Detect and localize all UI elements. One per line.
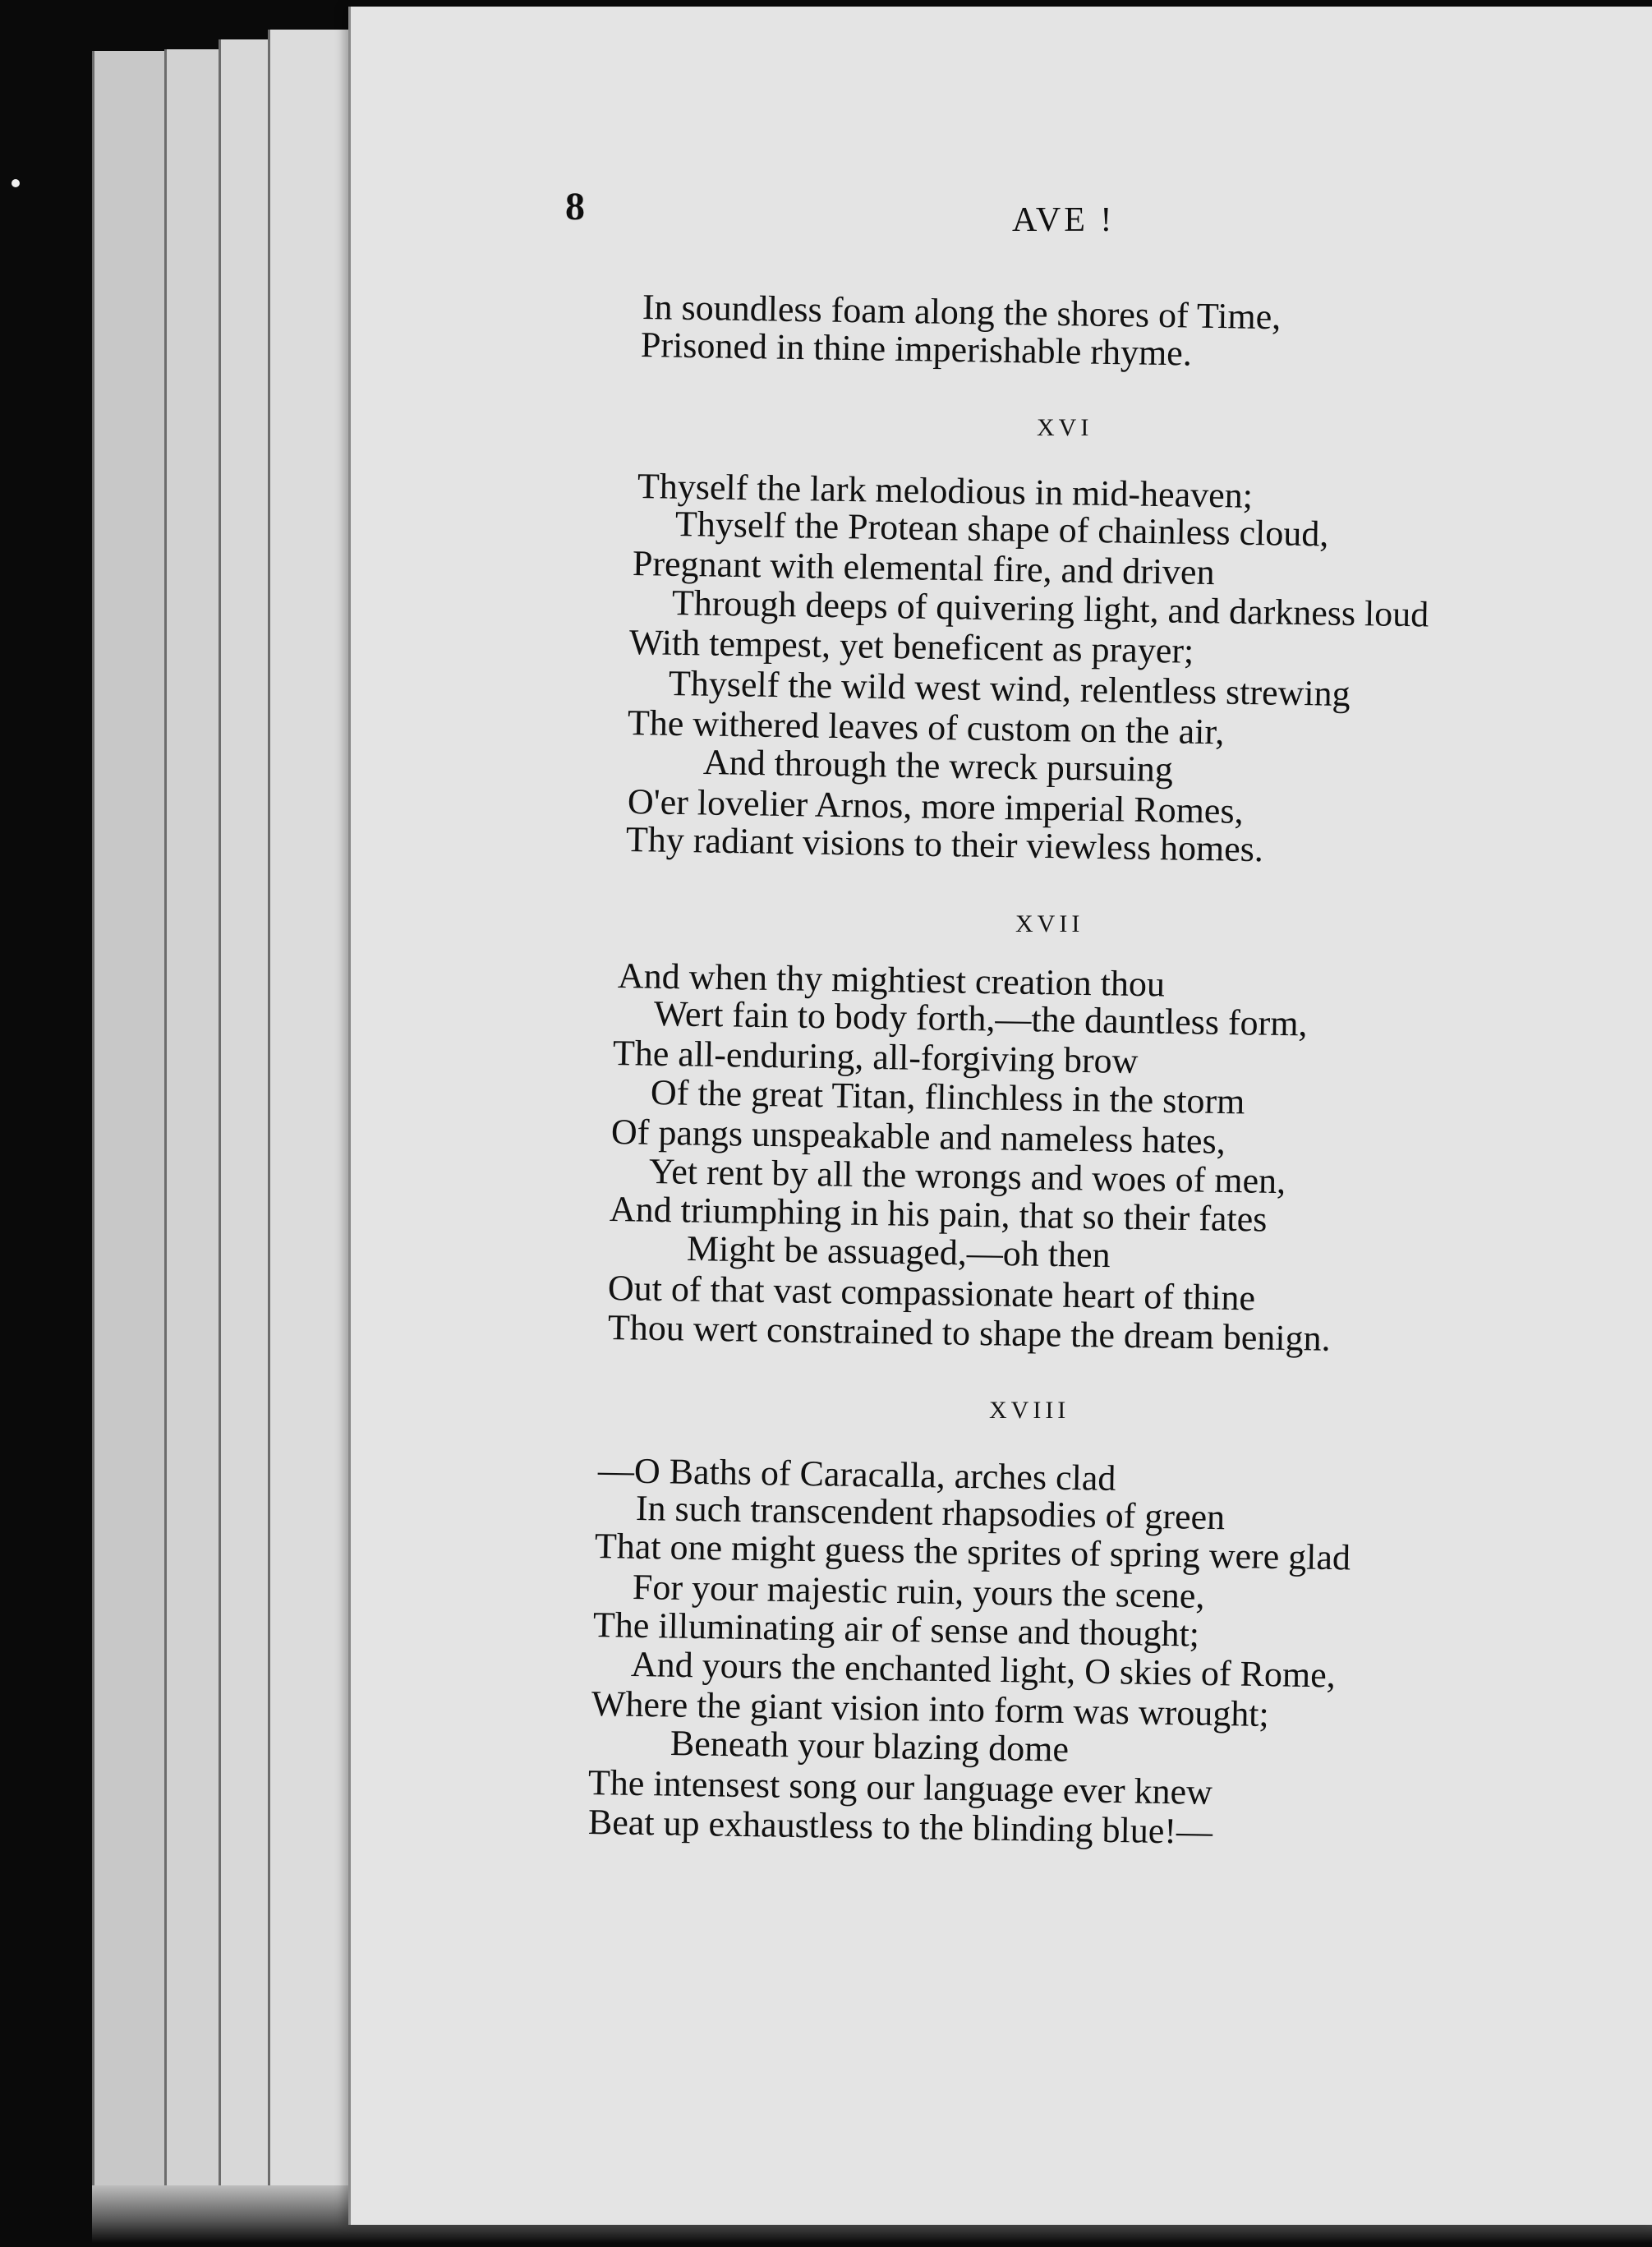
section-heading: XVII [1015, 910, 1084, 937]
poem-line: In soundless foam along the shores of Time, [642, 287, 1282, 338]
poem-line: O'er lovelier Arnos, more imperial Romes, [627, 781, 1244, 831]
poem-line: The intensest song our language ever knew [587, 1762, 1213, 1812]
poem-line: Of the great Titan, flinchless in the storm [650, 1072, 1245, 1122]
section-heading: XVIII [989, 1397, 1070, 1424]
poem-line: Of pangs unspeakable and nameless hates, [610, 1112, 1226, 1162]
poem-line: Through deeps of quivering light, and darkness loud [671, 582, 1429, 635]
poem-line: And through the wreck pursuing [702, 742, 1174, 790]
poem-line: Yet rent by all the wrongs and woes of men, [648, 1151, 1286, 1202]
running-head: AVE ! [1012, 201, 1116, 239]
poem-line: The withered leaves of custom on the air, [627, 702, 1225, 753]
poem-line: Wert fain to body forth,—the dauntless form, [653, 993, 1308, 1044]
section-heading: XVI [1037, 414, 1093, 441]
poem-line: Pregnant with elemental fire, and driven [632, 543, 1215, 593]
poem-line: In such transcendent rhapsodies of green [635, 1488, 1226, 1538]
poem-line: And when thy mightiest creation thou [617, 955, 1166, 1005]
poem-line: Thou wert constrained to shape the dream benign. [607, 1307, 1332, 1359]
poem-line: The illuminating air of sense and thought; [592, 1605, 1200, 1655]
poem-line: Beneath your blazing dome [670, 1723, 1070, 1770]
poem-line: Thyself the lark melodious in mid-heaven; [637, 466, 1254, 516]
poem-line: —O Baths of Caracalla, arches clad [597, 1450, 1116, 1499]
poem-line: Thyself the wild west wind, relentless strewing [668, 663, 1351, 715]
poem-line: For your majestic ruin, yours the scene, [632, 1567, 1205, 1616]
poem-line: Out of that vast compassionate heart of thine [607, 1268, 1256, 1319]
poem-line: With tempest, yet beneficent as prayer; [628, 622, 1194, 671]
poem-line: Where the giant vision into form was wrought; [591, 1683, 1270, 1734]
poem-line: Beat up exhaustless to the blinding blue!— [587, 1802, 1213, 1852]
poem-line: Might be assuaged,—oh then [686, 1228, 1111, 1276]
page-number: 8 [565, 185, 585, 228]
poem-line: Prisoned in thine imperishable rhyme. [640, 325, 1193, 374]
scan-speck [12, 179, 20, 187]
poem-line: Thy radiant visions to their viewless homes. [625, 819, 1264, 870]
poem-line: And triumphing in his pain, that so their fates [609, 1189, 1268, 1240]
poem-line: Thyself the Protean shape of chainless cloud, [674, 504, 1329, 555]
poem-line: That one might guess the sprites of spring were glad [594, 1526, 1351, 1578]
poem-line: The all-enduring, all-forgiving brow [612, 1033, 1139, 1082]
poem-line: And yours the enchanted light, O skies of Rome, [630, 1644, 1337, 1696]
